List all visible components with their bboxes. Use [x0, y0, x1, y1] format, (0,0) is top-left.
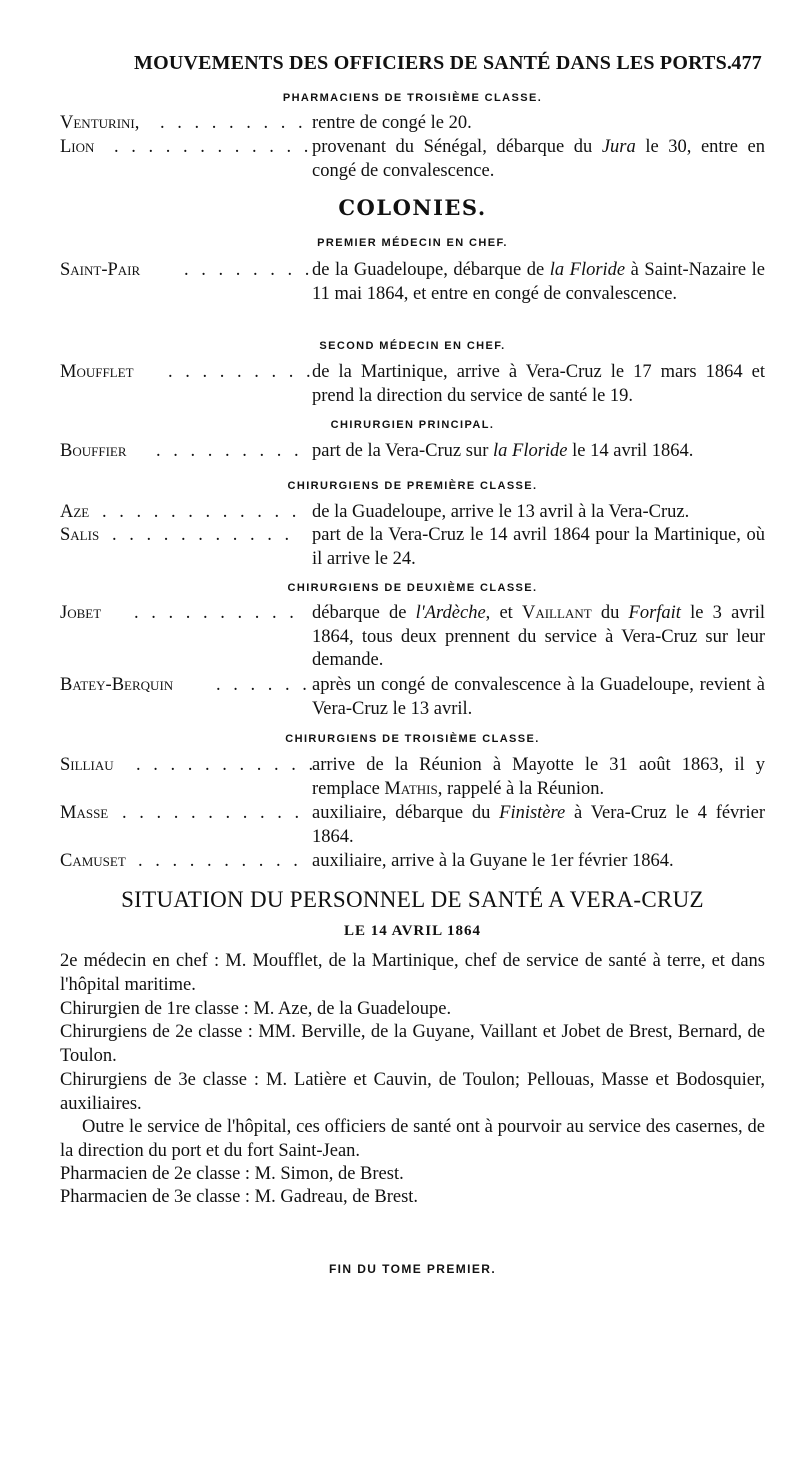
section-heading-chirurgien-principal: CHIRURGIEN PRINCIPAL.	[330, 419, 495, 431]
leader-dots: . . . . . . . . . . . .	[114, 137, 313, 157]
entry-name: Saint-Pair	[60, 260, 141, 280]
leader-dots: . . . . . . . . . . .	[112, 525, 294, 545]
entry-moufflet	[60, 361, 765, 408]
leader-dots: . . . . . . . . . . .	[136, 755, 318, 775]
entry-name: Bouffier	[60, 441, 127, 461]
entry-salis	[60, 524, 765, 571]
section-heading-chirurgiens-2e: CHIRURGIENS DE DEUXIÈME CLASSE.	[287, 582, 538, 594]
entry-name: Jobet	[60, 603, 102, 623]
entry-masse	[60, 802, 765, 849]
section-heading-pharmaciens-3e: PHARMACIENS DE TROISIÈME CLASSE.	[282, 92, 543, 104]
entry-name: Masse	[60, 803, 109, 823]
entry-text: de la Guadeloupe, débarque de la Floride à Saint-Nazaire le 11 mai 1864, et entre en congé de convalescence.	[312, 260, 766, 304]
entry-text: provenant du Sénégal, débarque du Jura le 30, entre en congé de convalescence.	[312, 137, 765, 181]
entry-name: Camuset	[60, 851, 126, 871]
situation-line-outre: Outre le service de l'hôpital, ces officiers de santé ont à pourvoir au service des casernes, de la direction du port et du fort Saint-Jean.	[60, 1117, 765, 1161]
entry-text: auxiliaire, débarque du Finistère à Vera-Cruz le 4 février 1864.	[312, 803, 765, 847]
entry-batey-berquin	[60, 674, 765, 721]
leader-dots: . . . . . . . . .	[160, 113, 307, 133]
entry-text: après un congé de convalescence à la Guadeloupe, revient à Vera-Cruz le 13 avril.	[312, 675, 765, 719]
entry-jobet	[60, 602, 765, 673]
leader-dots: . . . . . . . .	[184, 260, 314, 280]
entry-saint-pair	[60, 259, 765, 306]
situation-line-chirurgiens-3e: Chirurgiens de 3e classe : M. Latière et Cauvin, de Toulon; Pellouas, Masse et Bodosquier, auxiliaires.	[60, 1070, 765, 1114]
situation-line-medecin: 2e médecin en chef : M. Moufflet, de la Martinique, chef de service de santé à terre, et dans l'hôpital maritime.	[60, 951, 765, 995]
leader-dots: . . . . . . . . .	[168, 362, 315, 382]
entry-name: Salis	[60, 525, 100, 545]
leader-dots: . . . . . . . . . . . .	[102, 502, 301, 522]
entry-bouffier	[60, 440, 765, 464]
entry-silliau	[60, 754, 765, 801]
section-heading-second-medecin: SECOND MÉDECIN EN CHEF.	[319, 340, 506, 352]
leader-dots: . . . . . .	[216, 675, 311, 695]
entry-text: part de la Vera-Cruz le 14 avril 1864 pour la Martinique, où il arrive le 24.	[312, 525, 765, 569]
entry-name: Venturini,	[60, 113, 140, 133]
leader-dots: . . . . . . . . . . .	[122, 803, 304, 823]
leader-dots: . . . . . . . . .	[156, 441, 303, 461]
situation-date: LE 14 AVRIL 1864	[343, 923, 481, 939]
entry-aze	[60, 501, 765, 525]
situation-line-chirurgiens-2e: Chirurgiens de 2e classe : MM. Berville, de la Guyane, Vaillant et Jobet de Brest, Bernard, de Toulon.	[60, 1022, 765, 1066]
situation-title: SITUATION DU PERSONNEL DE SANTÉ A VERA-CRUZ	[121, 887, 704, 912]
entry-text: de la Martinique, arrive à Vera-Cruz le 17 mars 1864 et prend la direction du service de santé le 19.	[312, 362, 765, 406]
entry-lion	[60, 136, 765, 183]
entry-venturini	[60, 112, 765, 136]
leader-dots: . . . . . . . . . .	[138, 851, 302, 871]
colonies-title: COLONIES.	[338, 195, 487, 220]
leader-dots: . . . . . . . . . .	[134, 603, 298, 623]
entry-name: Batey-Berquin	[60, 675, 174, 695]
section-heading-chirurgiens-3e: CHIRURGIENS DE TROISIÈME CLASSE.	[285, 733, 540, 745]
situation-line-chirurgien-1re: Chirurgien de 1re classe : M. Aze, de la Guadeloupe.	[60, 999, 452, 1019]
entry-text: part de la Vera-Cruz sur la Floride le 14 avril 1864.	[312, 441, 694, 461]
section-heading-chirurgiens-1re: CHIRURGIENS DE PREMIÈRE CLASSE.	[287, 480, 538, 492]
entry-text: rentre de congé le 20.	[312, 113, 472, 133]
section-heading-premier-medecin: PREMIER MÉDECIN EN CHEF.	[317, 237, 508, 249]
entry-text: de la Guadeloupe, arrive le 13 avril à la Vera-Cruz.	[312, 502, 690, 522]
entry-name: Aze	[60, 502, 90, 522]
entry-text: auxiliaire, arrive à la Guyane le 1er février 1864.	[312, 851, 674, 871]
page-number: 477	[731, 52, 762, 74]
fin-du-tome: FIN DU TOME PREMIER.	[328, 1262, 497, 1276]
entry-text: débarque de l'Ardèche, et Vaillant du Forfait le 3 avril 1864, tous deux prennent du service à Vera-Cruz sur leur demande.	[312, 603, 765, 670]
entry-camuset	[60, 850, 765, 874]
situation-line-pharmacien-3e: Pharmacien de 3e classe : M. Gadreau, de Brest.	[60, 1187, 419, 1207]
entry-name: Moufflet	[60, 362, 134, 382]
entry-name: Lion	[60, 137, 95, 157]
entry-text: arrive de la Réunion à Mayotte le 31 août 1863, il y remplace Mathis, rappelé à la Réunion.	[312, 755, 765, 799]
entry-name: Silliau	[60, 755, 114, 775]
running-head: MOUVEMENTS DES OFFICIERS DE SANTÉ DANS LES PORTS.	[134, 52, 733, 74]
situation-line-pharmacien-2e: Pharmacien de 2e classe : M. Simon, de Brest.	[60, 1164, 404, 1184]
